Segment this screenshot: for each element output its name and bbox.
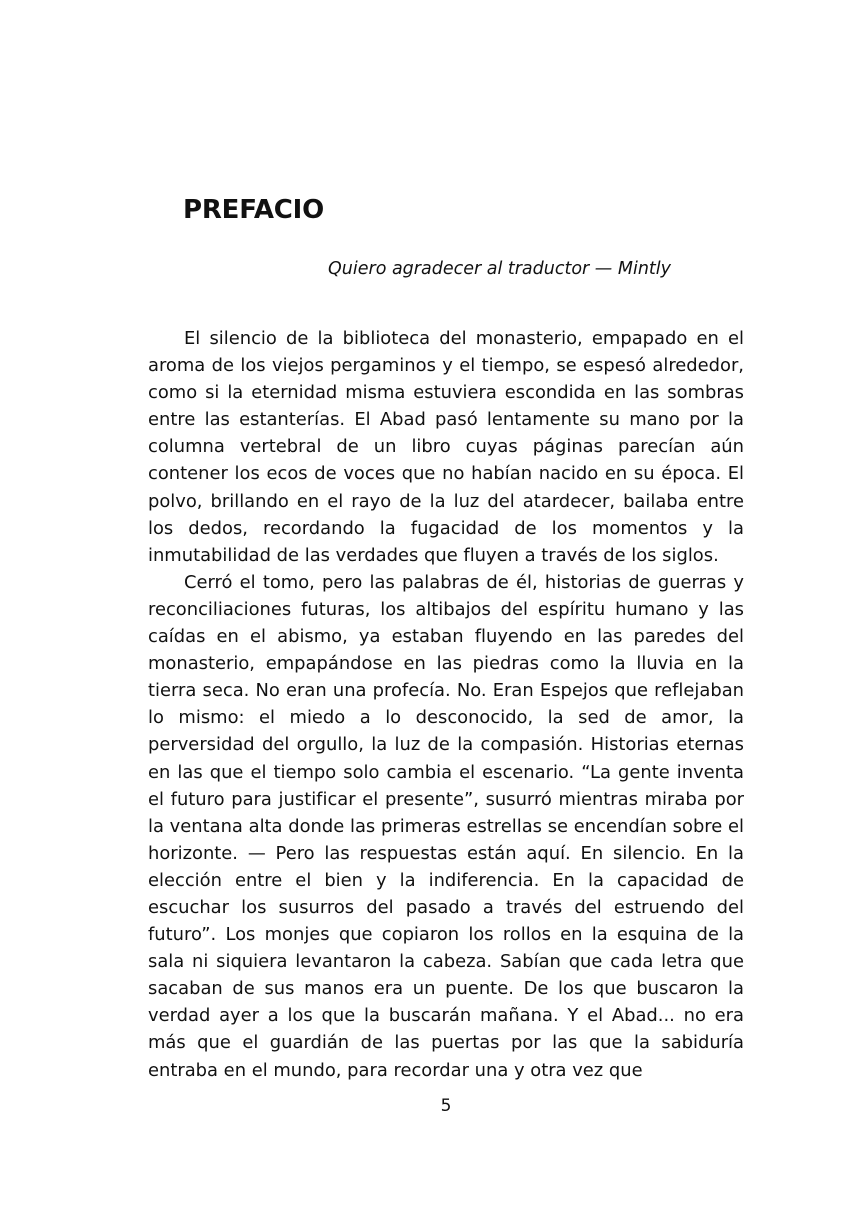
dedication-text: Quiero agradecer al traductor — — [328, 259, 618, 279]
paragraph-2: Cerró el tomo, pero las palabras de él, historias de guerras y reconciliaciones futuras, los altibajos del espíritu humano y las caídas en el abismo, ya estaban fluyendo en las paredes del monasterio, empapándose en las piedras como la lluvia en la tierra seca. No eran una profecía. No. Eran Espejos que reflejaban lo mismo: el miedo a lo desconocido, la sed de amor, la perversidad del orgullo, la luz de la compasión. Historias eternas en las que el tiempo solo cambia el escenario. “La gente inventa el futuro para justificar el presente”, susurró mientras miraba por la ventana alta donde las primeras estrellas se encendían sobre el horizonte. — Pero las respuestas están aquí. En silencio. En la elección entre el bien y la indiferencia. En la capacidad de escuchar los susurros del pasado a través del estruendo del futuro”. Los monjes que copiaron los rollos en la esquina de la sala ni siquiera levantaron la cabeza. Sabían que cada letra que sacaban de sus manos era un puente. De los que buscaron la verdad ayer a los que la buscarán mañana. Y el Abad... no era más que el guardián de las puertas por las que la sabiduría entraba en el mundo, para recordar una y otra vez que — [148, 571, 744, 1081]
dedication-line — [328, 256, 708, 282]
body-text — [148, 325, 744, 1084]
paragraph-1: El silencio de la biblioteca del monasterio, empapado en el aroma de los viejos pergaminos y el tiempo, se espesó alrededor, como si la eternidad misma estuviera escondida en las sombras entre las estanterías. El Abad pasó lentamente su mano por la columna vertebral de un libro cuyas páginas parecían aún contener los ecos de voces que no habían nacido en su época. El polvo, brillando en el rayo de la luz del atardecer, bailaba entre los dedos, recordando la fugacidad de los momentos y la inmutabilidad de las verdades que fluyen a través de los siglos. — [148, 328, 744, 566]
translator-name: Mintly — [617, 259, 672, 279]
chapter-title: PREFACIO — [183, 195, 324, 225]
page-number: 5 — [440, 1096, 452, 1116]
